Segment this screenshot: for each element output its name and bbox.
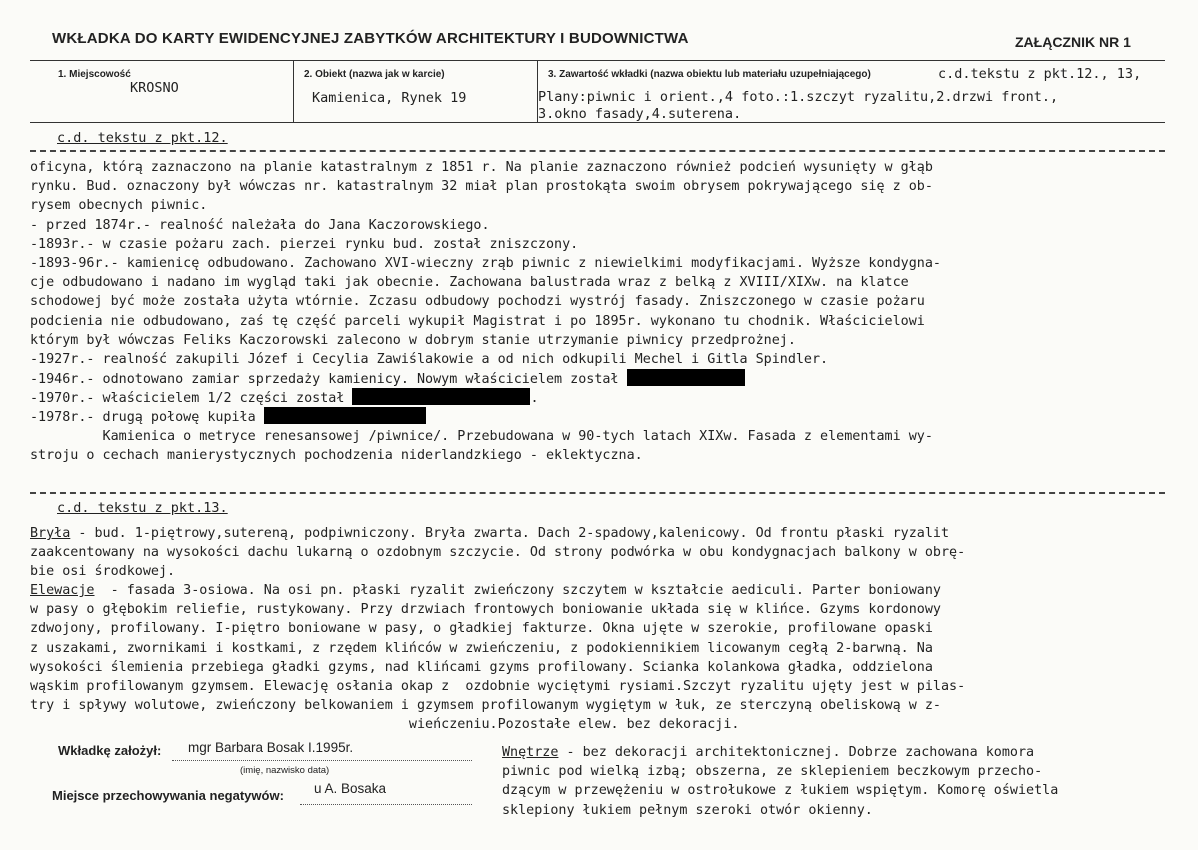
field-3-line-2: Plany:piwnic i orient.,4 foto.:1.szczyt ryzalitu,2.drzwi front., xyxy=(538,89,1059,105)
field-2-value: Kamienica, Rynek 19 xyxy=(312,90,467,106)
wnetrze-text: - bez dekoracji architektonicznej. Dobrze zachowana komora xyxy=(558,745,1035,760)
redaction-box xyxy=(264,407,426,424)
section-2-text xyxy=(30,524,1190,734)
author-hint: (imię, nazwisko data) xyxy=(240,765,330,776)
wnetrze-label: Wnętrze xyxy=(502,745,559,760)
text-line-1970 xyxy=(30,388,1170,407)
redaction-box xyxy=(627,369,745,386)
text-line: z uszakami, zwornikami i kostkami, z rzędem klińców w zwieńczeniu, z podokiennikiem licowanym cegłą 2-barwną. Na xyxy=(30,640,933,656)
bryla-text: - bud. 1-piętrowy,sutereną, podpiwniczony. Bryła zwarta. Dach 2-spadowy,kalenicowy. Od frontu płaski ryzalit xyxy=(70,526,950,541)
text-line-1978 xyxy=(30,407,1170,426)
elewacje-label: Elewacje xyxy=(30,583,95,599)
section-2-top-rule xyxy=(30,492,1165,494)
header-divider-1 xyxy=(293,60,294,122)
author-value: mgr Barbara Bosak I.1995r. xyxy=(188,740,354,755)
section-1-text xyxy=(30,158,1170,465)
section-1-rule xyxy=(30,150,1165,152)
text-line: zaakcentowany na wysokości dachu lukarną o ozdobnym szczycie. Od strony podwórka w obu kondygnacjach balkony w obrę- xyxy=(30,545,966,561)
field-3-line-1: c.d.tekstu z pkt.12., 13, xyxy=(938,66,1142,82)
text-line: cje odbudowano i nadano im wygląd taki jak obecnie. Zachowana balustrada wraz z belką z XVIII/XIXw. na klatce xyxy=(30,275,909,291)
section-2-heading: c.d. tekstu z pkt.13. xyxy=(57,500,228,516)
text-line: w pasy o głębokim reliefie, rustykowany. Przy drzwiach frontowych boniowanie układa się w klińce. Gzyms kordonowy xyxy=(30,602,941,618)
author-label: Wkładkę założył: xyxy=(58,743,162,758)
text-line: sklepiony łukiem pełnym szeroki otwór okienny. xyxy=(502,802,873,818)
redaction-box xyxy=(352,388,530,405)
annex-number: ZAŁĄCZNIK NR 1 xyxy=(1015,34,1131,50)
text-line: stroju o cechach manierystycznych pochodzenia niderlandzkiego - eklektyczna. xyxy=(30,447,643,463)
text-line: -1893r.- w czasie pożaru zach. pierzei rynku bud. został zniszczony. xyxy=(30,236,579,252)
text-line: którym był wówczas Feliks Kaczorowski zalecono w dobrym stanie utrzymanie piwnicy przedprożnej. xyxy=(30,332,796,348)
text-line: try i spływy wolutowe, zwieńczony belkowaniem i gzymsem profilowanym wygiętym w łuk, ze sterczyną obeliskową w z- xyxy=(30,697,941,713)
text-1970: -1970r.- właścicielem 1/2 części został xyxy=(30,391,353,407)
elewacje-text: - fasada 3-osiowa. Na osi pn. płaski ryzalit zwieńczony szczytem w kształcie aediculi. Parter boniowany xyxy=(94,583,941,599)
negatives-dotted-line xyxy=(300,804,472,805)
negatives-value: u A. Bosaka xyxy=(314,781,387,796)
text-line: wysokości ślemienia przebiega gładki gzyms, nad klińcami gzyms profilowany. Scianka kolankowa gładka, oddzielona xyxy=(30,659,933,675)
text-line: dzącym w przewężeniu w ostrołukowe z łukiem wspiętym. Komorę oświetla xyxy=(502,783,1059,799)
text-line: -1893-96r.- kamienicę odbudowano. Zachowano XVI-wieczny zrąb piwnic z niewielkimi modyfikacjami. Wyższe kondygna- xyxy=(30,255,941,271)
text-line: -1927r.- realność zakupili Józef i Cecylia Zawiślakowie a od nich odkupili Mechel i Gitla Spindler. xyxy=(30,351,829,367)
text-line: wąskim profilowanym gzymsem. Elewację osłania okap z ozdobnie wyciętymi rysiami.Szczyt ryzalitu ujęty jest w pilas- xyxy=(30,678,966,694)
text-line-bryla xyxy=(30,524,1190,543)
negatives-label: Miejsce przechowywania negatywów: xyxy=(52,788,284,803)
author-dotted-line xyxy=(172,760,472,761)
header-bottom-rule xyxy=(30,122,1165,123)
text-line: Kamienica o metryce renesansowej /piwnice/. Przebudowana w 90-tych latach XIXw. Fasada z elementami wy- xyxy=(30,428,933,444)
text-line: wieńczeniu.Pozostałe elew. bez dekoracji. xyxy=(30,716,740,732)
bryla-label: Bryła xyxy=(30,526,71,541)
field-3-label: 3. Zawartość wkładki (nazwa obiektu lub materiału uzupełniającego) xyxy=(548,69,871,80)
field-3-line-3: 3.okno fasady,4.suterena. xyxy=(538,106,742,122)
text-1946: -1946r.- odnotowano zamiar sprzedaży kamienicy. Nowym właścicielem został xyxy=(30,372,627,388)
text-line-wnetrze xyxy=(502,743,1058,762)
text-line: rysem obecnych piwnic. xyxy=(30,198,208,214)
field-2-label: 2. Obiekt (nazwa jak w karcie) xyxy=(304,69,445,80)
text-line: schodowej być może została użyta wtórnie. Zczasu odbudowy pochodzi wystrój fasady. Zniszczonego w czasie pożaru xyxy=(30,294,925,310)
text-line: rynku. Bud. oznaczony był wówczas nr. katastralnym 32 miał plan prostokąta swoim obrysem pokrywającego się z ob- xyxy=(30,179,933,195)
text-line: zdwojony, profilowany. I-piętro boniowane w pasy, o gładkiej fakturze. Okna ujęte w szerokie, profilowane opaski xyxy=(30,621,933,637)
interior-text xyxy=(502,743,1058,820)
text-line: oficyna, którą zaznaczono na planie katastralnym z 1851 r. Na planie zaznaczono również podcień wysunięty w głąb xyxy=(30,160,933,175)
text-line: - przed 1874r.- realność należała do Jana Kaczorowskiego. xyxy=(30,217,490,233)
field-1-value: KROSNO xyxy=(130,80,179,96)
text-line: podcienia nie odbudowano, zaś tę część parceli wykupił Magistrat i po 1895r. wykonano tu chodnik. Właścicielowi xyxy=(30,313,925,329)
section-1-heading: c.d. tekstu z pkt.12. xyxy=(57,130,228,146)
header-top-rule xyxy=(30,60,1165,61)
text-line: bie osi środkowej. xyxy=(30,564,176,580)
text-1970-end: . xyxy=(530,391,539,407)
text-1978: -1978r.- drugą połowę kupiła xyxy=(30,410,264,426)
document-title: WKŁADKA DO KARTY EWIDENCYJNEJ ZABYTKÓW ARCHITEKTURY I BUDOWNICTWA xyxy=(52,30,689,47)
field-1-label: 1. Miejscowość xyxy=(58,69,131,80)
text-line-1946 xyxy=(30,369,1170,388)
text-line: piwnic pod wielką izbą; obszerna, ze sklepieniem beczkowym przecho- xyxy=(502,764,1043,780)
text-line-elewacje xyxy=(30,581,1190,600)
